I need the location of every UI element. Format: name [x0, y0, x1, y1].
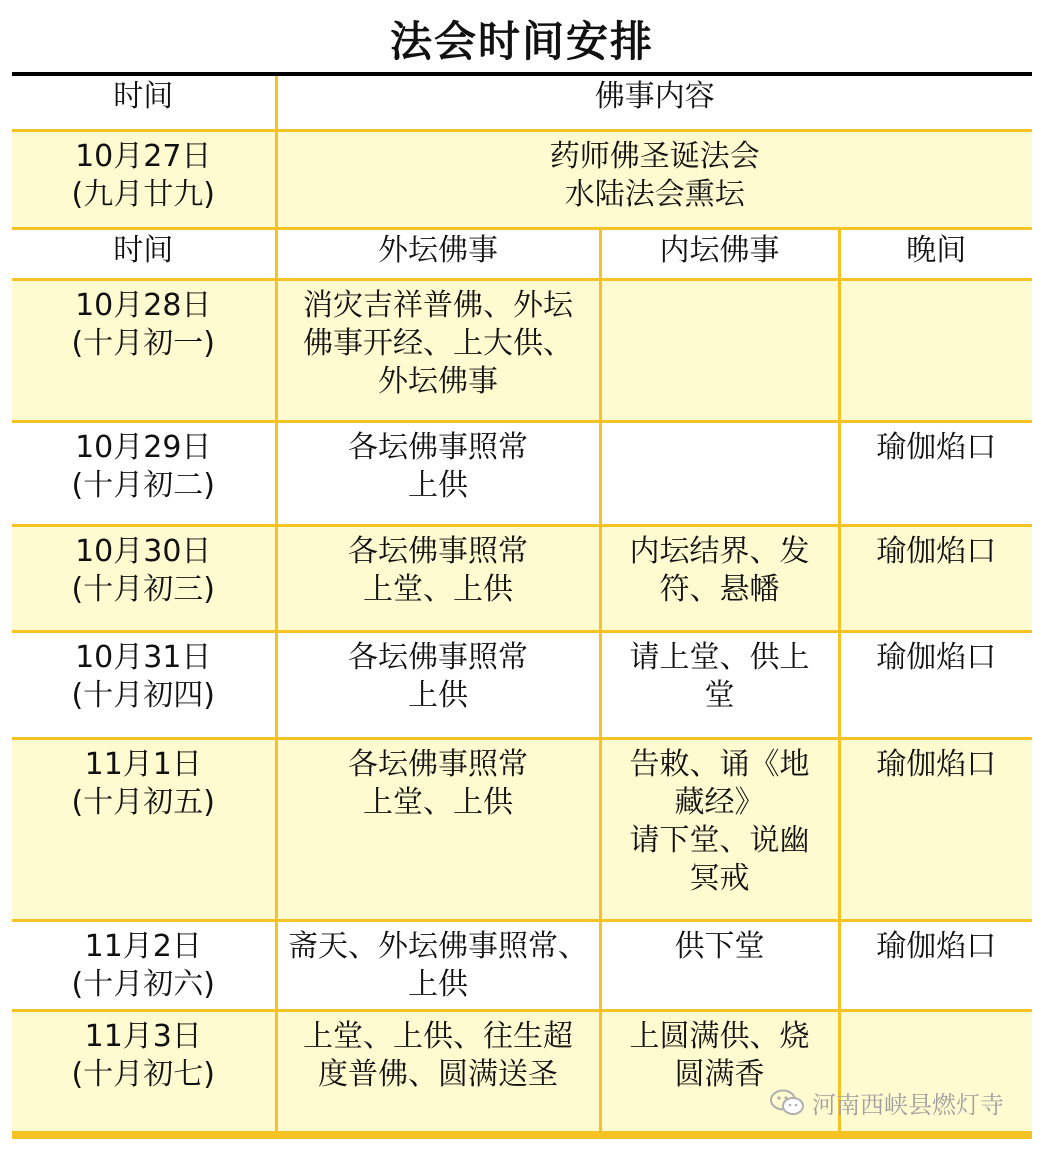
page-title: 法会时间安排: [389, 17, 654, 66]
inner-cell: [600, 421, 839, 525]
schedule-table: [12, 76, 1032, 1134]
evening-cell: 瑜伽焰口: [839, 525, 1032, 631]
inner-cell: 请上堂、供上 堂: [600, 631, 839, 738]
evening-cell: 瑜伽焰口: [839, 421, 1032, 525]
header-evening: 晚间: [839, 228, 1032, 279]
wechat-icon: [770, 1089, 804, 1117]
header-time: 时间: [12, 228, 276, 279]
table-row: [12, 279, 1032, 421]
outer-cell: 上堂、上供、往生超 度普佛、圆满送圣: [276, 1010, 600, 1132]
evening-cell: 瑜伽焰口: [839, 631, 1032, 738]
inner-cell: 上圆满供、烧 圆满香: [600, 1010, 839, 1132]
outer-cell: 斋天、外坛佛事照常、 上供: [276, 920, 600, 1010]
header-outer: 外坛佛事: [276, 228, 600, 279]
outer-cell: 各坛佛事照常 上供: [276, 421, 600, 525]
inner-cell: [600, 279, 839, 421]
date-cell: 10月28日 (十月初一): [12, 279, 276, 421]
header-row-1: [12, 76, 1032, 130]
inner-cell: 告敕、诵《地 藏经》 请下堂、说幽 冥戒: [600, 738, 839, 920]
date-cell: 11月2日 (十月初六): [12, 920, 276, 1010]
table-row: [12, 920, 1032, 1010]
table-row: [12, 631, 1032, 738]
evening-cell: 瑜伽焰口: [839, 738, 1032, 920]
inner-cell: 供下堂: [600, 920, 839, 1010]
date-cell: 10月30日 (十月初三): [12, 525, 276, 631]
table-row: [12, 421, 1032, 525]
bottom-rule: [12, 1133, 1032, 1139]
header-time: 时间: [12, 76, 276, 130]
header-inner: 内坛佛事: [600, 228, 839, 279]
table-row: [12, 525, 1032, 631]
date-cell: 11月3日 (十月初七): [12, 1010, 276, 1132]
table-row: [12, 130, 1032, 228]
inner-cell: 内坛结界、发 符、悬幡: [600, 525, 839, 631]
content-cell: 药师佛圣诞法会 水陆法会熏坛: [276, 130, 1032, 228]
header-row-2: [12, 228, 1032, 279]
outer-cell: 消灾吉祥普佛、外坛 佛事开经、上大供、 外坛佛事: [276, 279, 600, 421]
outer-cell: 各坛佛事照常 上供: [276, 631, 600, 738]
outer-cell: 各坛佛事照常 上堂、上供: [276, 525, 600, 631]
date-cell: 10月27日 (九月廿九): [12, 130, 276, 228]
date-cell: 10月31日 (十月初四): [12, 631, 276, 738]
watermark-text: 河南西峡县燃灯寺: [812, 1091, 1004, 1119]
outer-cell: 各坛佛事照常 上堂、上供: [276, 738, 600, 920]
evening-cell: [839, 279, 1032, 421]
watermark: [770, 1085, 1004, 1120]
date-cell: 10月29日 (十月初二): [12, 421, 276, 525]
header-content: 佛事内容: [276, 76, 1032, 130]
evening-cell: 瑜伽焰口: [839, 920, 1032, 1010]
date-cell: 11月1日 (十月初五): [12, 738, 276, 920]
table-row: [12, 738, 1032, 920]
schedule-table-wrap: [12, 76, 1032, 1134]
